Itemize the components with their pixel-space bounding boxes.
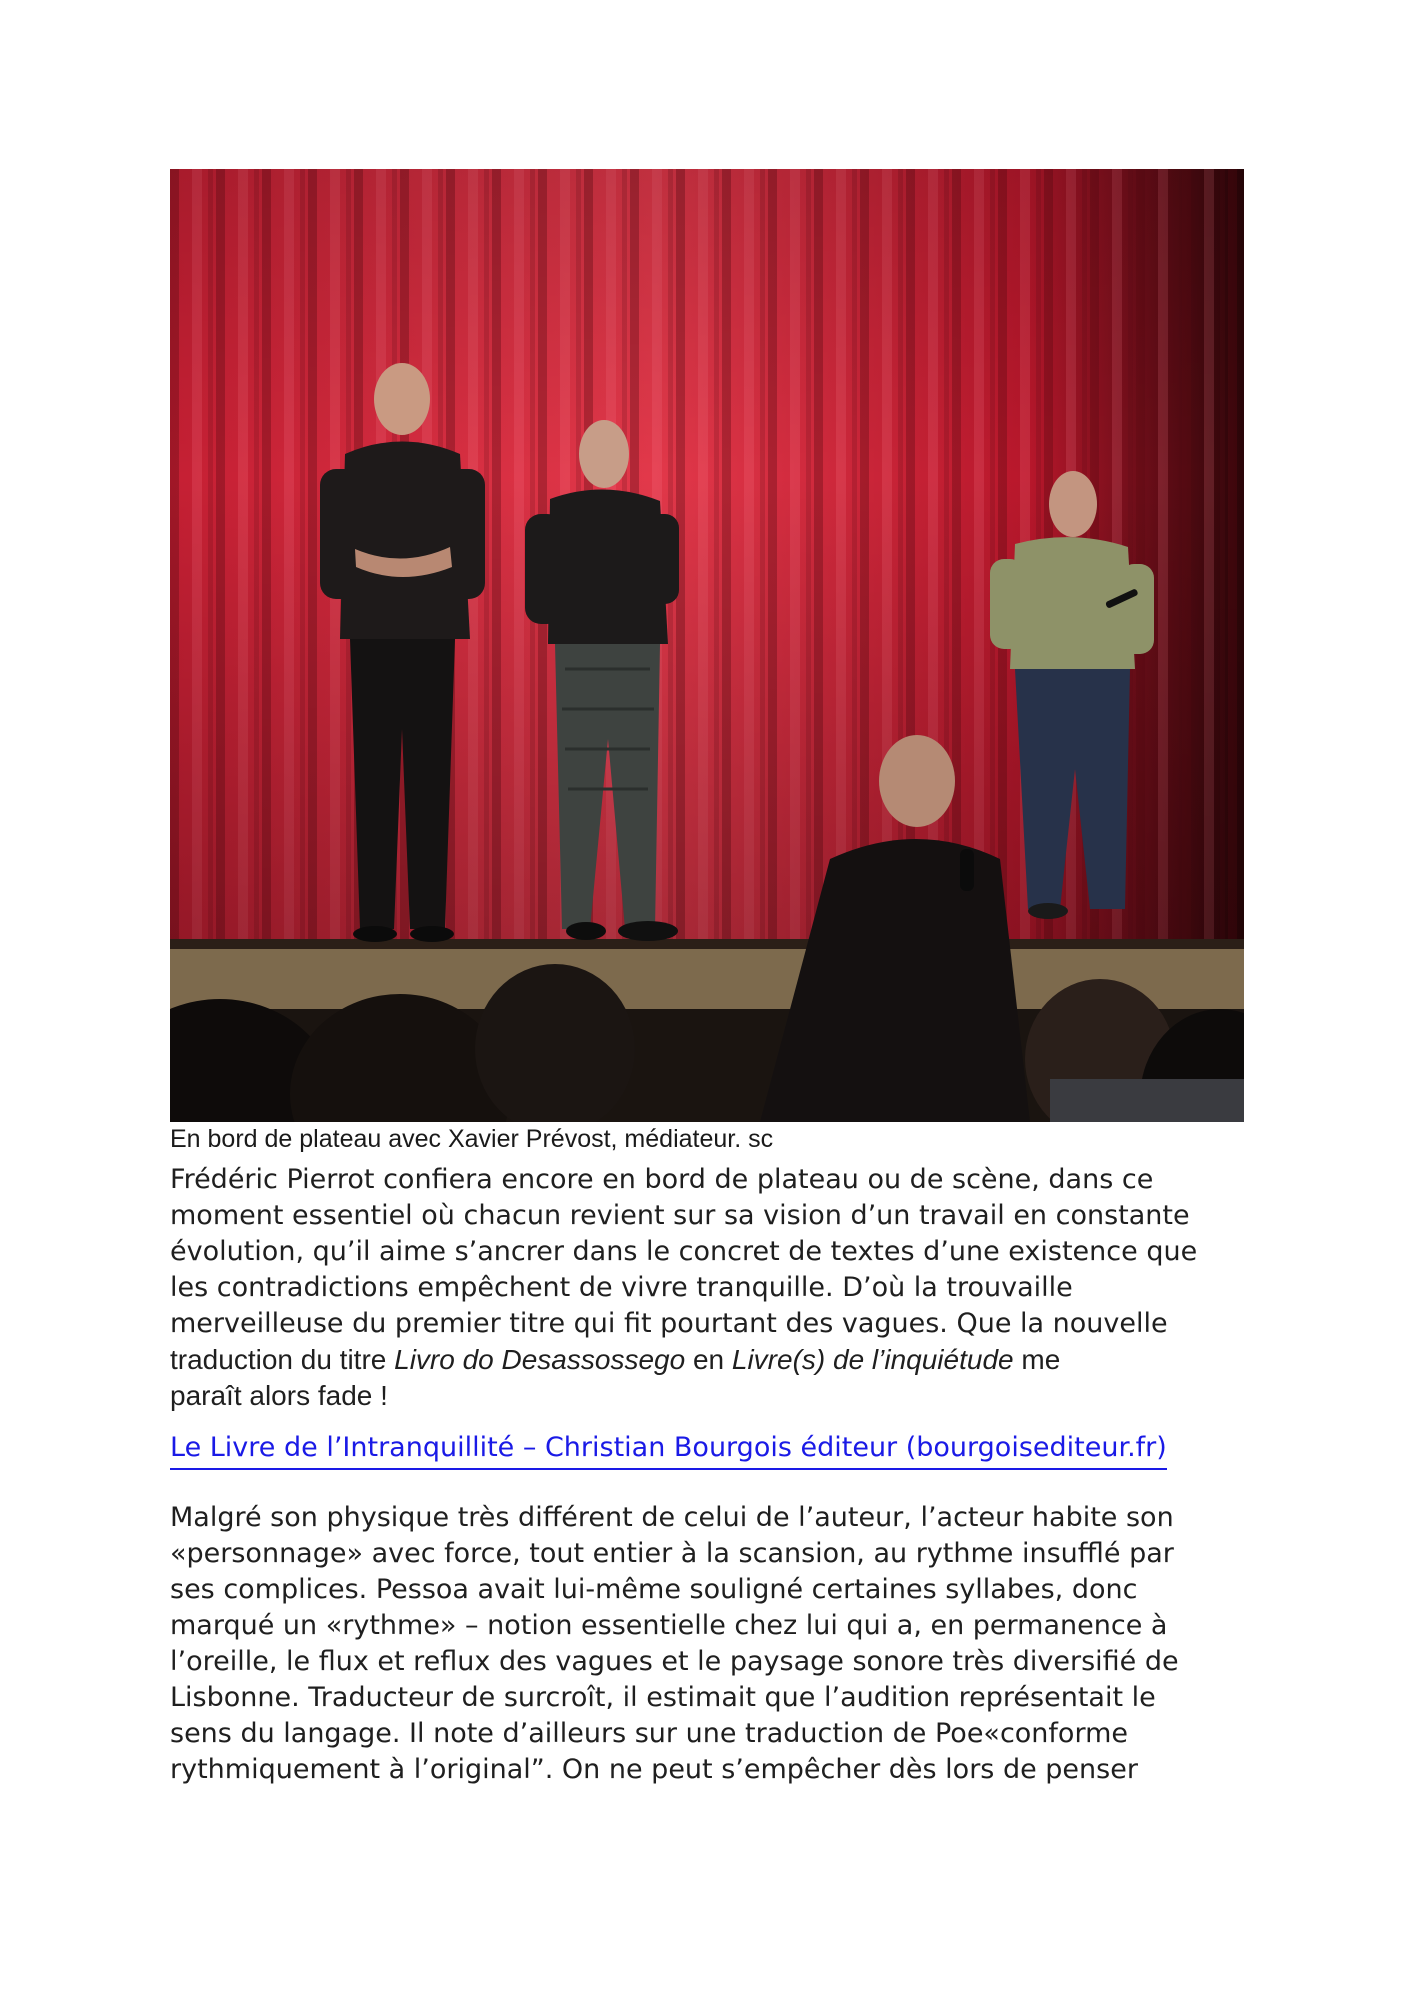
stage-photo xyxy=(170,169,1244,1122)
paragraph-2-line: sens du langage. Il note d’ailleurs sur une traduction de Poe«conforme xyxy=(170,1718,1128,1749)
original-title: Livro do Desassossego xyxy=(394,1344,686,1375)
paragraph-1-line-with-titles xyxy=(170,1342,1244,1378)
paragraph-2-line: Lisbonne. Traducteur de surcroît, il estimait que l’audition représentait le xyxy=(170,1682,1156,1713)
paragraph-2-line: l’oreille, le flux et reflux des vagues et le paysage sonore très diversifié de xyxy=(170,1646,1179,1677)
paragraph-1 xyxy=(170,1162,1244,1414)
text-fragment: me xyxy=(1013,1344,1061,1375)
text-fragment: en xyxy=(685,1344,732,1375)
photo-caption: En bord de plateau avec Xavier Prévost, médiateur. sc xyxy=(170,1125,774,1153)
text-fragment: traduction du titre xyxy=(170,1344,395,1375)
paragraph-1-line: Frédéric Pierrot confiera encore en bord de plateau ou de scène, dans ce xyxy=(170,1164,1154,1195)
paragraph-2 xyxy=(170,1500,1244,1788)
paragraph-2-line: Malgré son physique très différent de celui de l’auteur, l’acteur habite son xyxy=(170,1502,1174,1533)
book-link[interactable]: Le Livre de l’Intranquillité – Christian Bourgois éditeur (bourgoisediteur.fr) xyxy=(170,1430,1167,1470)
translated-title: Livre(s) de l’inquiétude xyxy=(731,1344,1014,1375)
paragraph-1-line: moment essentiel où chacun revient sur sa vision d’un travail en constante xyxy=(170,1200,1190,1231)
paragraph-2-line: rythmiquement à l’original”. On ne peut s’empêcher dès lors de penser xyxy=(170,1754,1138,1785)
paragraph-1-line: les contradictions empêchent de vivre tranquille. D’où la trouvaille xyxy=(170,1272,1073,1303)
paragraph-1-line: merveilleuse du premier titre qui fit pourtant des vagues. Que la nouvelle xyxy=(170,1308,1168,1339)
paragraph-1-line: paraît alors fade ! xyxy=(170,1380,388,1411)
stage-photo-image xyxy=(170,169,1244,1122)
paragraph-1-line: évolution, qu’il aime s’ancrer dans le concret de textes d’une existence que xyxy=(170,1236,1198,1267)
paragraph-2-line: «personnage» avec force, tout entier à la scansion, au rythme insufflé par xyxy=(170,1538,1174,1569)
paragraph-2-line: ses complices. Pessoa avait lui-même souligné certaines syllabes, donc xyxy=(170,1574,1138,1605)
paragraph-2-line: marqué un «rythme» – notion essentielle chez lui qui a, en permanence à xyxy=(170,1610,1168,1641)
